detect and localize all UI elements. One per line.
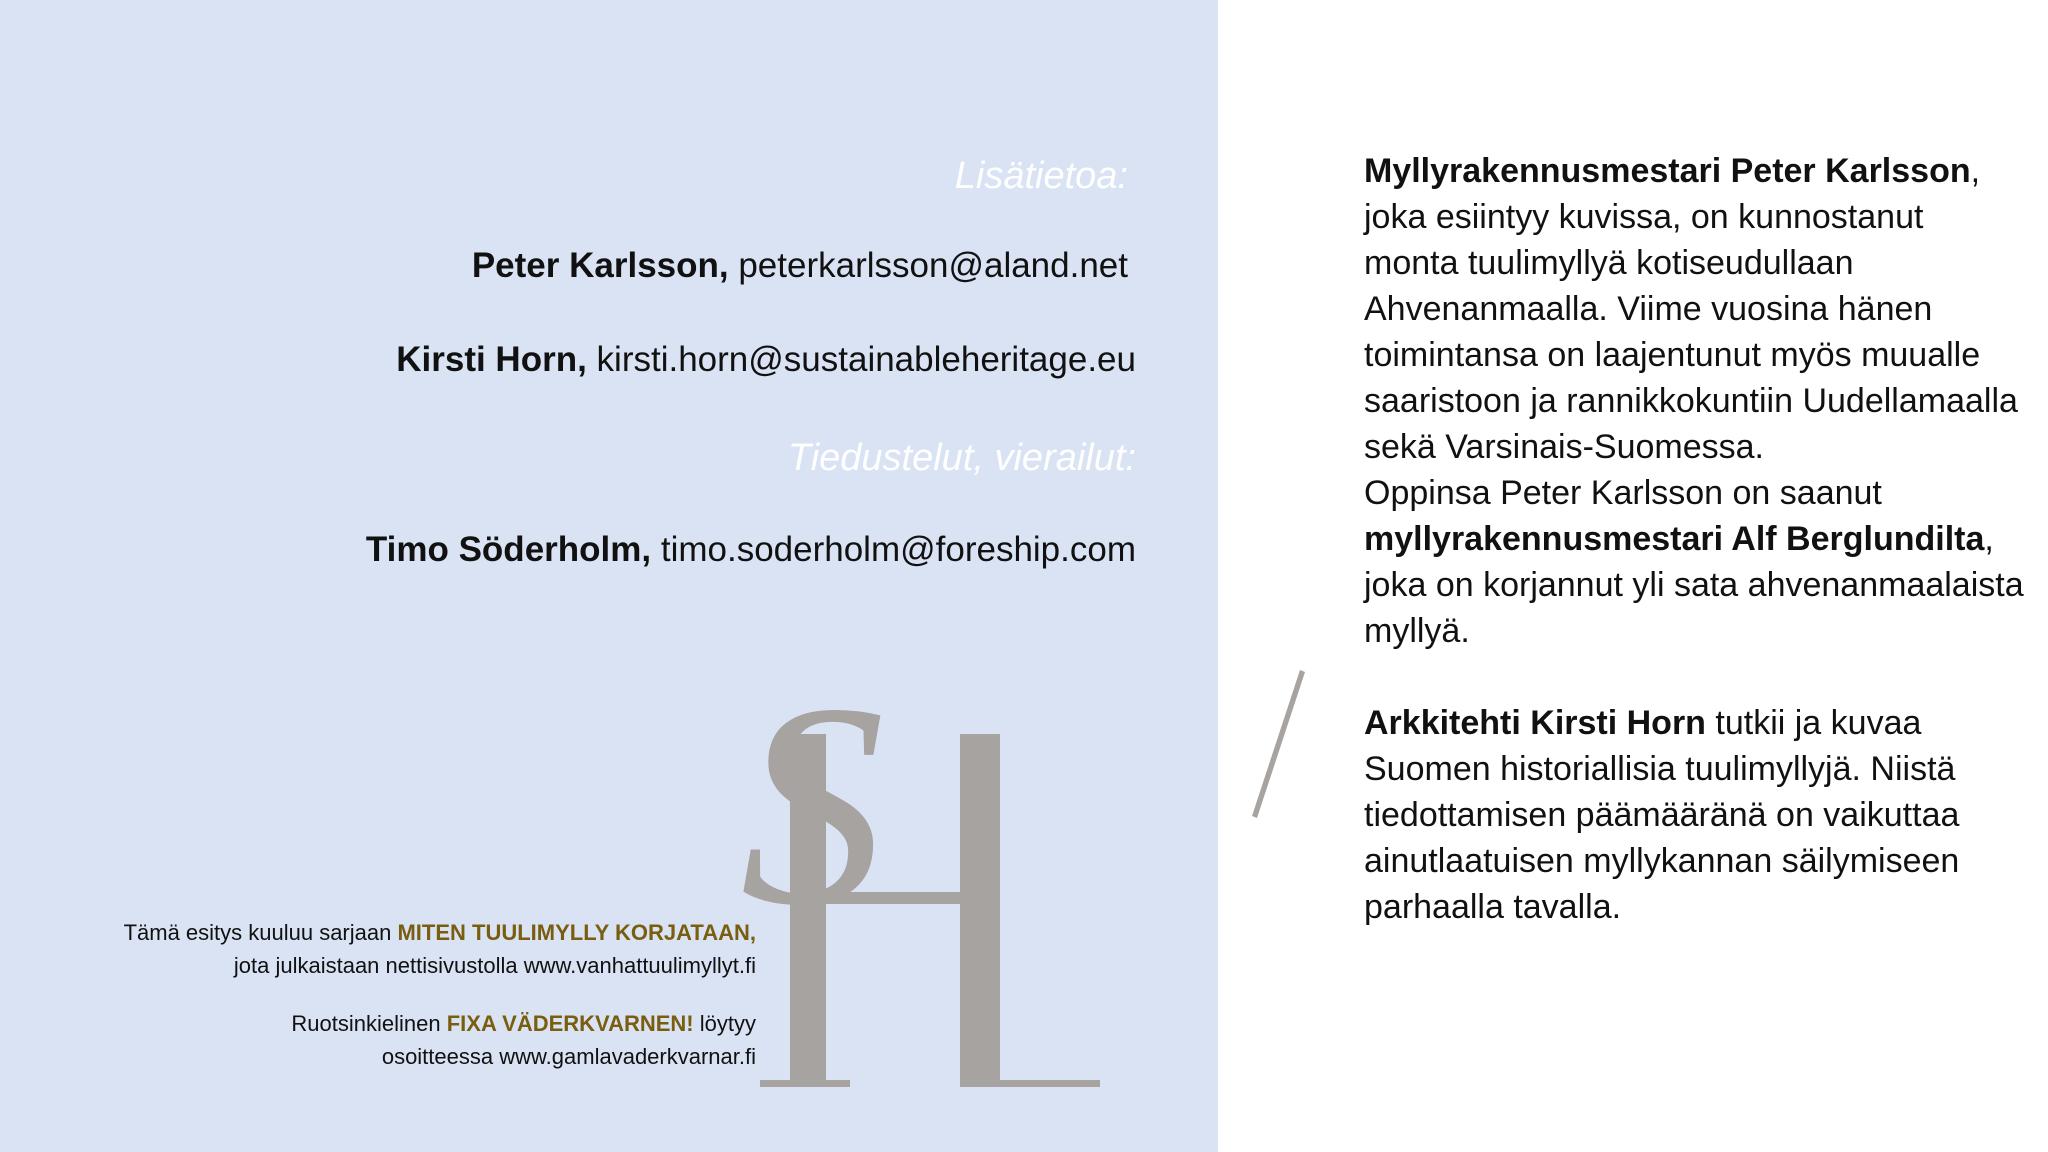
- paragraph-kirsti-horn: [1364, 700, 2024, 930]
- contact-name: Peter Karlsson,: [471, 246, 729, 285]
- swedish-note-text: Ruotsinkielinen: [291, 1011, 447, 1036]
- series-note: [124, 916, 756, 982]
- series-note-line2: jota julkaistaan nettisivustolla www.vanhattuulimyllyt.fi: [233, 953, 756, 978]
- swedish-note-line2: osoitteessa www.gamlavaderkvarnar.fi: [381, 1044, 756, 1069]
- paragraph-alf-berglund: [1364, 470, 2024, 654]
- contact-email[interactable]: peterkarlsson@aland.net: [738, 246, 1128, 285]
- contact-timo-soderholm: [366, 530, 1136, 570]
- logo-h-right-stem: [960, 734, 1000, 1084]
- p1-text: , joka esiintyy kuvissa, on kunnostanut monta tuulimyllyä kotiseudullaan Ahvenanmaalla. Viime vuosina hänen toimintansa on laajentunut myös muualle saaristoon ja rannikkokuntiin Uudellamaalla sekä Varsinais-Suomessa.: [1364, 152, 2018, 466]
- heading-more-info: Lisätietoa:: [954, 155, 1128, 197]
- swedish-title: FIXA VÄDERKVARNEN!: [446, 1011, 694, 1036]
- series-title: MITEN TUULIMYLLY KORJATAAN,: [397, 920, 756, 945]
- p2-text-prefix: Oppinsa Peter Karlsson on saanut: [1364, 474, 1882, 512]
- bold-kirsti-horn: Arkkitehti Kirsti Horn: [1364, 704, 1706, 742]
- logo-slash: [1252, 670, 1305, 818]
- paragraph-peter-karlsson: [1364, 148, 2024, 470]
- heading-inquiries: Tiedustelut, vierailut:: [787, 437, 1136, 479]
- contact-name: Timo Söderholm,: [365, 530, 652, 569]
- contact-email[interactable]: kirsti.horn@sustainableheritage.eu: [596, 340, 1136, 379]
- spacer: [1364, 654, 2024, 700]
- bold-peter-karlsson: Myllyrakennusmestari Peter Karlsson: [1364, 152, 1971, 190]
- contact-name: Kirsti Horn,: [396, 340, 587, 379]
- sh-logo: [740, 644, 1320, 1120]
- right-text: [1364, 148, 2024, 930]
- contact-kirsti-horn: [396, 340, 1136, 380]
- p2-text: , joka on korjannut yli sata ahvenanmaalaista myllyä.: [1364, 520, 2024, 650]
- p3-text: tutkii ja kuvaa Suomen historiallisia tuulimyllyjä. Niistä tiedottamisen päämääränä on vaikuttaa ainutlaatuisen myllykannan säilymiseen parhaalla tavalla.: [1364, 704, 1960, 926]
- swedish-note: [291, 1007, 756, 1073]
- logo-s-letter: S: [740, 644, 885, 965]
- bold-alf-berglund: myllyrakennusmestari Alf Berglundilta: [1364, 520, 1985, 558]
- contact-peter-karlsson: [472, 246, 1128, 286]
- swedish-note-suffix: löytyy: [693, 1011, 756, 1036]
- series-note-text: Tämä esitys kuuluu sarjaan: [123, 920, 398, 945]
- contact-email[interactable]: timo.soderholm@foreship.com: [660, 530, 1136, 569]
